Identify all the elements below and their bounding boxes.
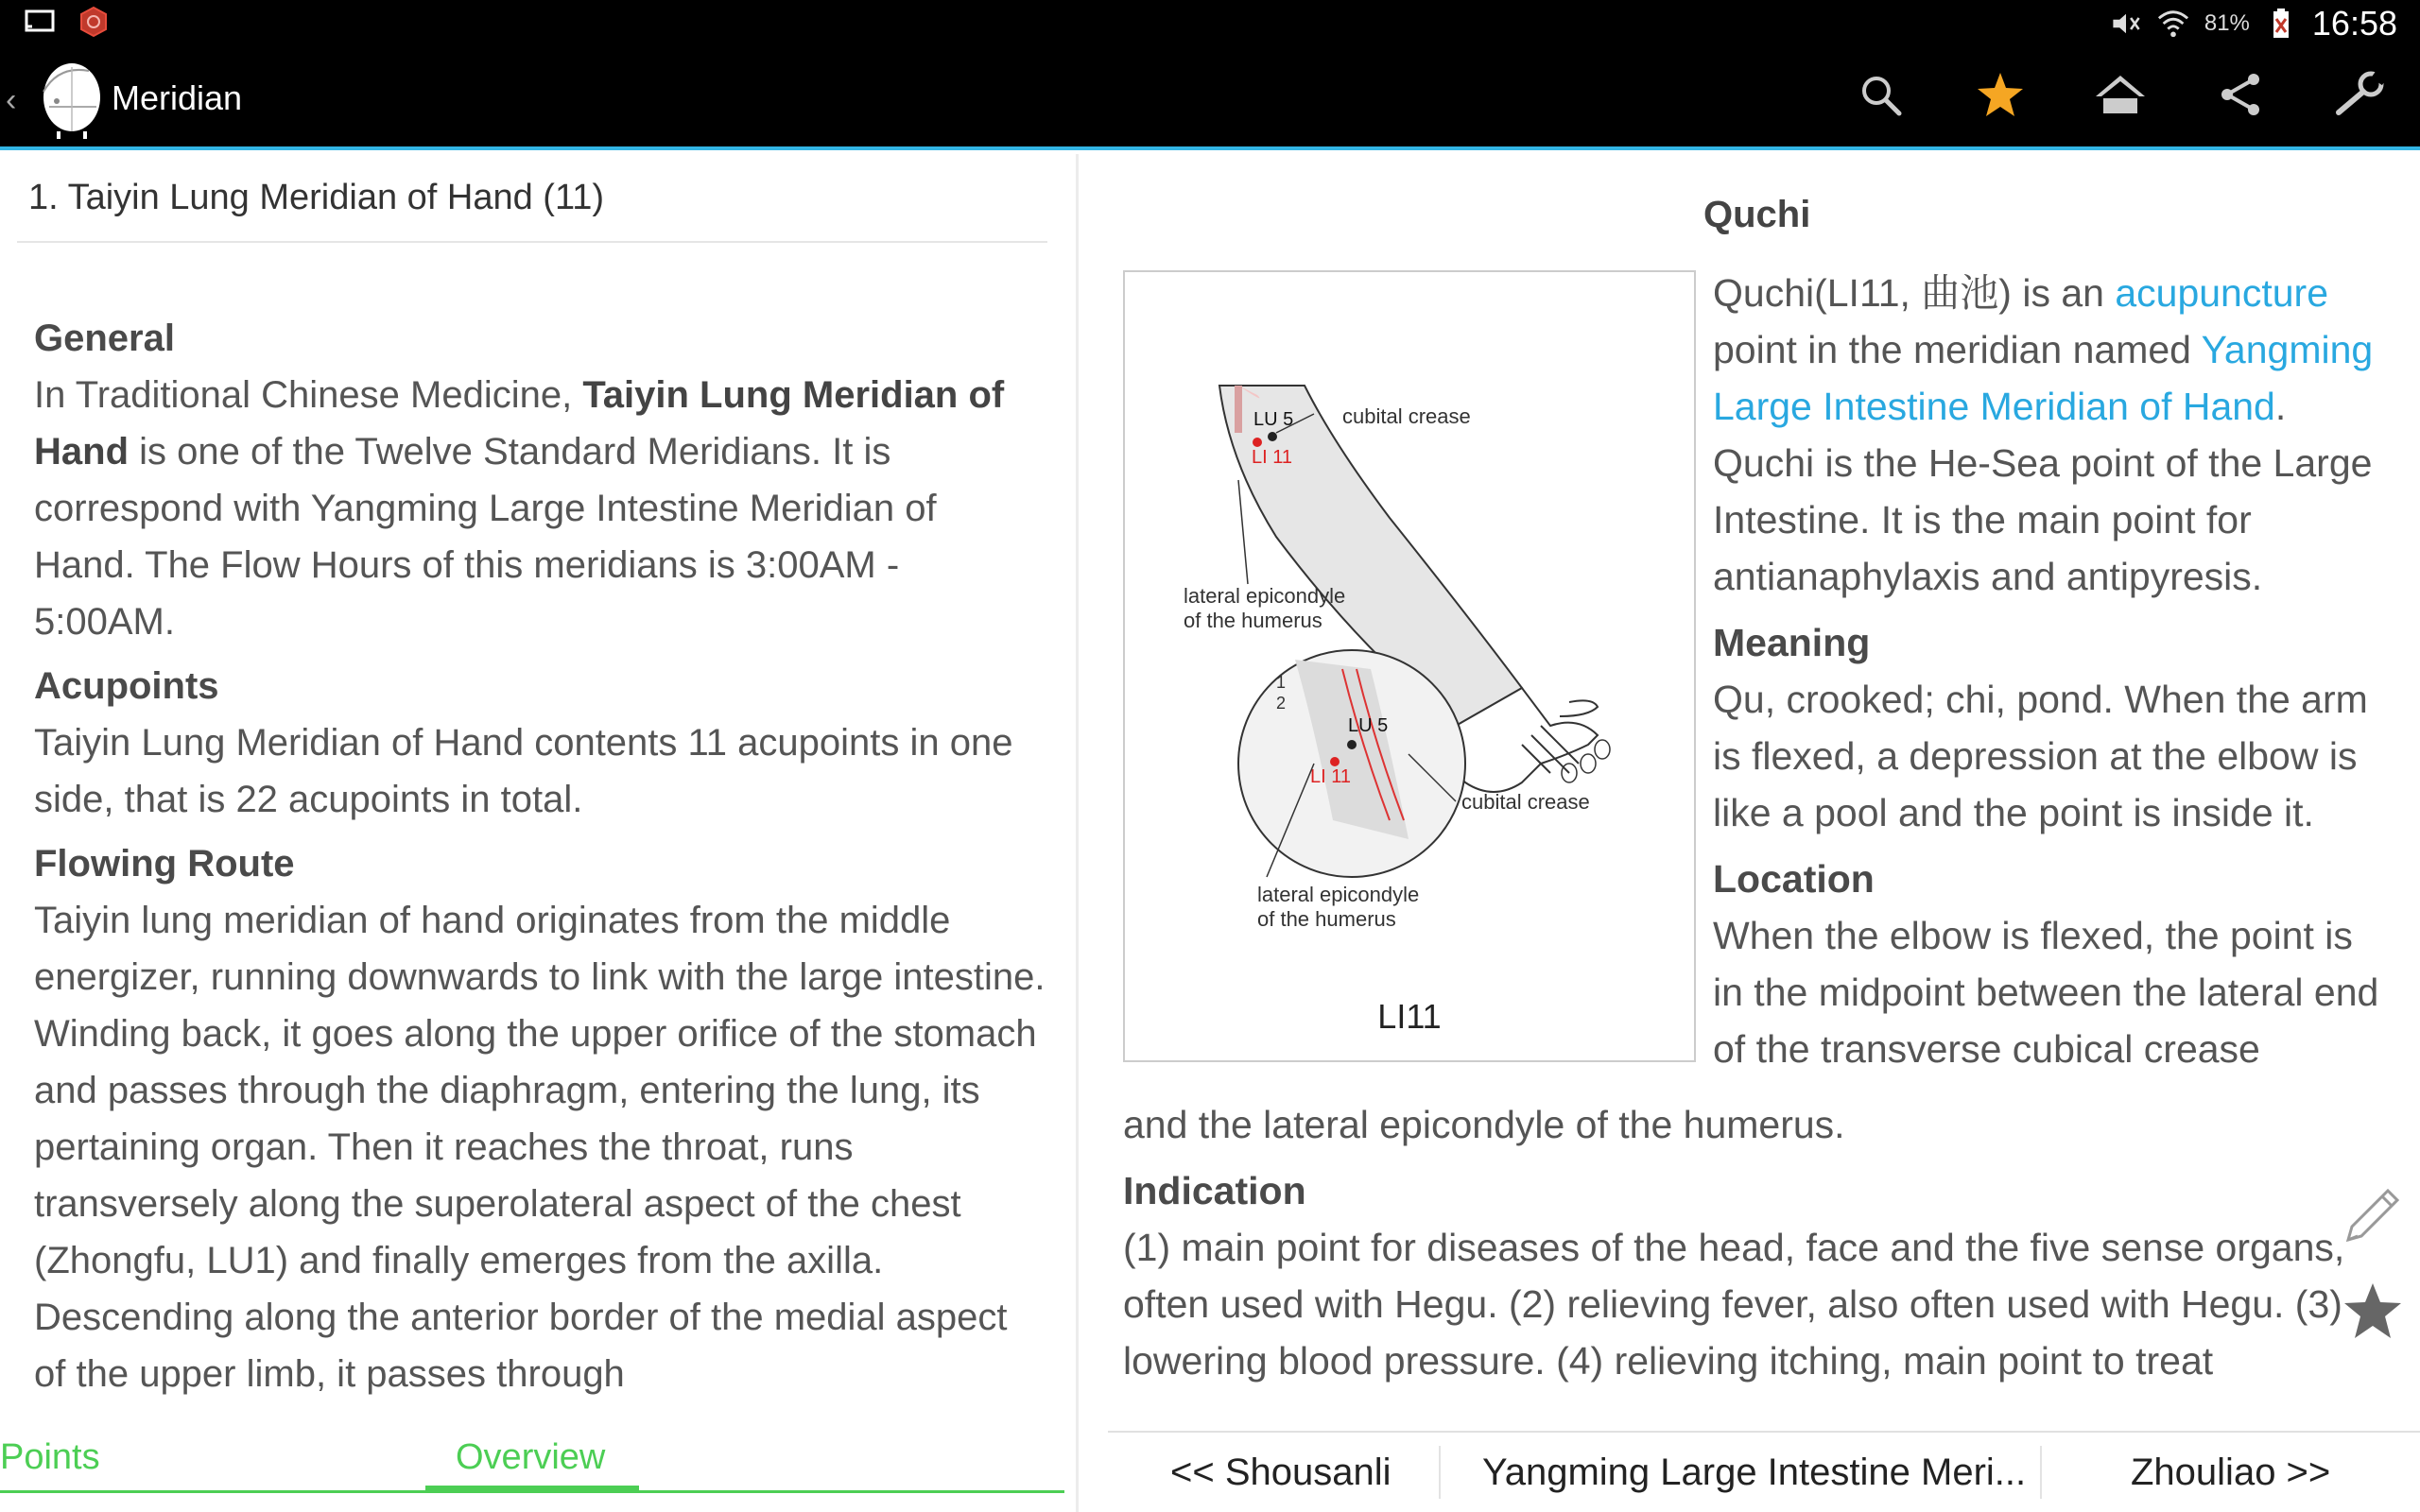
share-icon [2218, 72, 2263, 122]
acupoints-paragraph: Taiyin Lung Meridian of Hand contents 11 acupoints in one side, that is 22 acupoints in total. [34, 722, 1013, 820]
location-title: Location [1713, 857, 1875, 901]
intro-paragraph [1713, 265, 2394, 605]
app-notification-icon [78, 6, 110, 38]
flowing-route-title: Flowing Route [34, 843, 295, 885]
tab-overview[interactable]: Overview [456, 1437, 606, 1477]
point-title: Quchi [1703, 194, 1811, 235]
intro-mid: point in the meridian named [1713, 328, 2202, 371]
acupoints-title: Acupoints [34, 665, 219, 707]
wrench-icon [2335, 71, 2386, 123]
wifi-icon [2157, 8, 2189, 40]
indication-title: Indication [1123, 1169, 1306, 1212]
header-divider [17, 241, 1047, 243]
meaning-paragraph: Qu, crooked; chi, pond. When the arm is flexed, a depression at the elbow is like a pool and the point is inside it. [1713, 678, 2368, 834]
point-navigation [1108, 1433, 2420, 1512]
current-meridian-link[interactable]: Yangming Large Intestine Meri... [1482, 1452, 2027, 1493]
share-button[interactable] [2180, 46, 2300, 146]
general-post: is one of the Twelve Standard Meridians. It is correspond with Yangming Large Intestine Meridian of Hand. The Flow Hours of this meridians is 3:00AM - 5:00AM. [34, 431, 937, 643]
tab-baseline [0, 1490, 1064, 1493]
nav-separator [2040, 1446, 2042, 1499]
app-title: Meridian [112, 78, 243, 117]
general-bold: Taiyin Lung Meridian of Hand [34, 374, 1005, 472]
home-icon [2094, 74, 2147, 120]
meridian-link[interactable]: Yangming Large Intestine Meridian of Hand [1713, 328, 2374, 428]
star-outline-icon [2342, 1328, 2403, 1344]
label-lu5-top: LU 5 [1253, 409, 1294, 430]
search-icon [1858, 72, 1903, 122]
previous-point-link[interactable]: << Shousanli [1170, 1452, 1392, 1493]
figure-caption: LI11 [1377, 997, 1442, 1036]
action-bar [0, 46, 2420, 150]
label-cubital-top: cubital crease [1342, 404, 1471, 428]
acupuncture-link[interactable]: acupuncture [2115, 271, 2329, 315]
arm-diagram [1125, 272, 1694, 1060]
label-lat-epi-top-1: lateral epicondyle [1184, 584, 1346, 608]
point-description [1713, 265, 2394, 1077]
general-paragraph [34, 367, 1046, 650]
label-frac-2: 2 [1276, 694, 1287, 713]
location-paragraph-a: When the elbow is flexed, the point is in the midpoint between the lateral end of the transverse cubical crease [1713, 914, 2379, 1071]
battery-icon [2265, 8, 2297, 40]
label-cubital-zoom: cubital crease [1461, 790, 1590, 814]
edit-note-button[interactable] [2339, 1181, 2407, 1249]
nav-separator [1439, 1446, 1441, 1499]
label-frac-1: 1 [1276, 673, 1287, 692]
status-bar [0, 0, 2420, 46]
tab-points[interactable]: Points [0, 1437, 100, 1477]
bottom-tabs [0, 1432, 1064, 1512]
point-description-continued [1123, 1096, 2380, 1399]
home-button[interactable] [2060, 46, 2180, 146]
location-paragraph-b: and the lateral epicondyle of the humerus. [1123, 1103, 1845, 1146]
acupoint-figure[interactable] [1123, 270, 1696, 1062]
general-pre: In Traditional Chinese Medicine, [34, 374, 583, 416]
battery-percent: 81% [2204, 9, 2250, 36]
label-lat-epi-top-2: of the humerus [1184, 609, 1322, 632]
indication-paragraph: (1) main point for diseases of the head, face and the five sense organs, often used with Hegu. (2) relieving fever, also often used with Hegu. (3) lowering blood pressure. (4) relieving itching, main point to treat [1123, 1226, 2345, 1383]
overview-content[interactable] [34, 302, 1046, 1425]
favorite-button[interactable] [1940, 46, 2060, 146]
back-chevron-icon[interactable]: ‹ [6, 82, 17, 118]
intro-post: . Quchi is the He-Sea point of the Large Intestine. It is the main point for antianaphylaxis and antipyresis. [1713, 385, 2373, 598]
label-lat-epi-zoom-2: of the humerus [1257, 907, 1396, 931]
flowing-route-paragraph: Taiyin lung meridian of hand originates from the middle energizer, running downwards to link with the large intestine. Winding back, it goes along the upper orifice of the stomach and passes through the diaphragm, entering the lung, its pertaining organ. Then it reaches the throat, runs transversely along the superolateral aspect of the chest (Zhongfu, LU1) and finally emerges from the axilla. Descending along the anterior border of the medial aspect of the upper limb, it passes through [34, 900, 1046, 1395]
next-point-link[interactable]: Zhouliao >> [2131, 1452, 2331, 1493]
app-logo-head-icon[interactable] [30, 60, 106, 139]
mute-icon [2110, 8, 2142, 40]
label-lu5-zoom: LU 5 [1348, 715, 1389, 736]
pencil-icon [2339, 1237, 2407, 1253]
general-title: General [34, 318, 175, 359]
star-icon [1976, 71, 2025, 123]
label-li11-zoom: LI 11 [1310, 766, 1351, 787]
meaning-title: Meaning [1713, 621, 1871, 664]
label-li11-top: LI 11 [1252, 447, 1292, 468]
label-lat-epi-zoom-1: lateral epicondyle [1257, 883, 1420, 906]
settings-button[interactable] [2300, 46, 2420, 146]
meridian-header[interactable]: 1. Taiyin Lung Meridian of Hand (11) [28, 178, 605, 217]
search-button[interactable] [1820, 46, 1940, 146]
intro-pre: Quchi(LI11, 曲池) is an [1713, 271, 2116, 315]
bookmark-point-button[interactable] [2342, 1281, 2403, 1342]
screen-cast-icon [25, 6, 57, 38]
clock: 16:58 [2311, 3, 2397, 43]
